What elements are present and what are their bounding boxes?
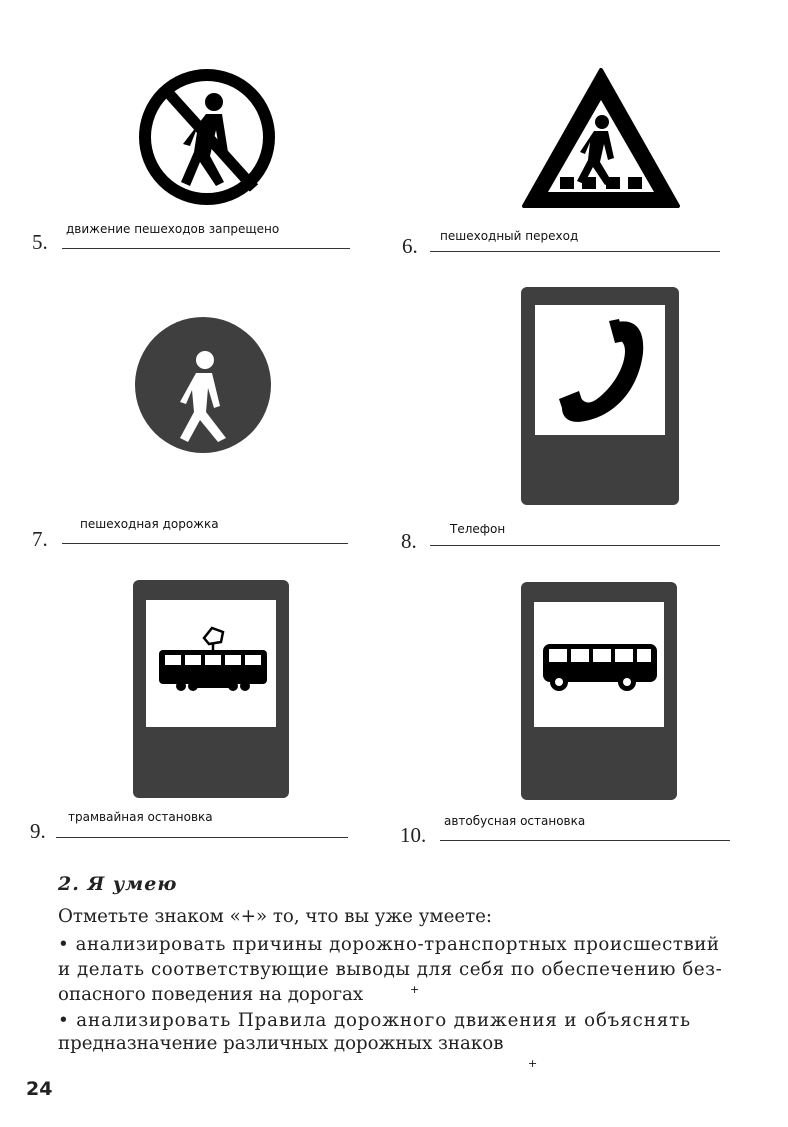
answer-line[interactable] — [440, 840, 730, 841]
sign-number: 5. — [32, 230, 48, 254]
answer-line[interactable] — [430, 545, 720, 546]
bus-stop-icon — [521, 582, 677, 800]
check-mark[interactable]: + — [410, 983, 420, 996]
answer-text: движение пешеходов запрещено — [66, 222, 280, 236]
telephone-icon — [521, 287, 679, 505]
sign-no-pedestrians — [136, 66, 278, 208]
answer-text: Телефон — [450, 522, 506, 536]
answer-text: трамвайная остановка — [68, 810, 213, 824]
list-item-line: предназначение различных дорожных знаков — [58, 1033, 504, 1054]
answer-line[interactable] — [430, 251, 720, 252]
sign-number: 7. — [32, 527, 48, 551]
answer-line[interactable] — [56, 837, 348, 838]
answer-line[interactable] — [62, 248, 350, 249]
sign-number: 10. — [400, 823, 427, 847]
answer-text: автобусная остановка — [444, 814, 586, 828]
list-item-line: опасного поведения на дорогах — [58, 984, 364, 1005]
sign-telephone — [521, 287, 679, 505]
page-number: 24 — [26, 1078, 53, 1100]
sign-number: 8. — [401, 529, 417, 553]
list-item-line: • анализировать причины дорожно-транспортных происшествий — [58, 934, 720, 955]
pedestrian-crossing-icon — [520, 66, 682, 212]
sign-tram-stop — [133, 580, 289, 798]
answer-text: пешеходный переход — [440, 229, 579, 243]
no-pedestrians-icon — [136, 66, 278, 208]
sign-pedestrian-crossing — [520, 66, 682, 212]
sign-number: 9. — [30, 819, 46, 843]
answer-line[interactable] — [62, 543, 348, 544]
answer-text: пешеходная дорожка — [80, 517, 219, 531]
footpath-icon — [134, 316, 272, 454]
sign-bus-stop — [521, 582, 677, 800]
section-title: 2. Я умею — [58, 873, 178, 895]
tram-stop-icon — [133, 580, 289, 798]
list-item-line: и делать соответствующие выводы для себя по обеспечению без- — [58, 959, 723, 980]
check-mark[interactable]: + — [528, 1057, 538, 1070]
sign-number: 6. — [402, 234, 418, 258]
section-intro: Отметьте знаком «+» то, что вы уже умеете: — [58, 906, 493, 927]
list-item-line: • анализировать Правила дорожного движения и объяснять — [58, 1010, 691, 1031]
sign-footpath — [134, 316, 272, 454]
